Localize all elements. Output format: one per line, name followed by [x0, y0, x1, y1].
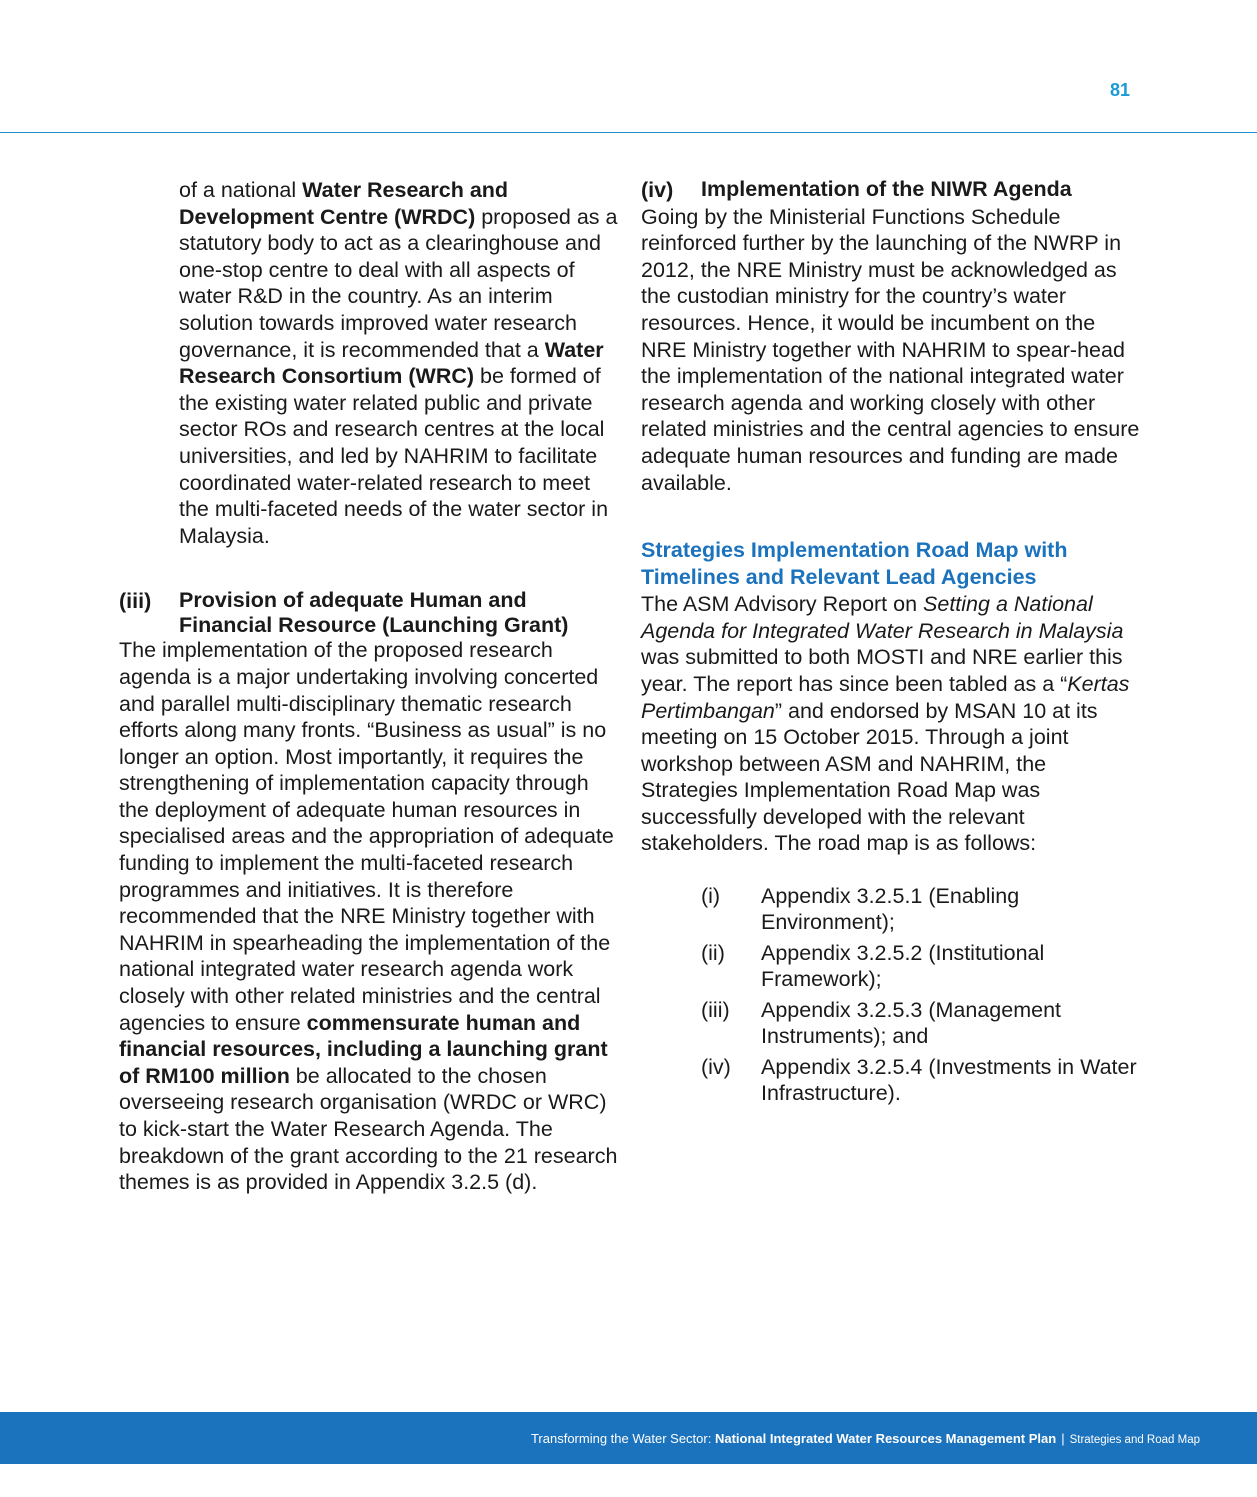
section-iv-heading: [641, 177, 1141, 204]
list-item-text: Appendix 3.2.5.3 (Management Instruments); and: [761, 998, 1062, 1048]
footer-title: National Integrated Water Resources Management Plan: [714, 1431, 1057, 1446]
italic-run: Setting a National Agenda for Integrated Water Research in Malaysia: [641, 592, 1124, 643]
italic-run: Kertas Pertimbangan: [641, 671, 1130, 723]
list-item: [701, 998, 1141, 1049]
wrdc-paragraph: [179, 177, 619, 549]
footer-band: [0, 1412, 1257, 1464]
roadmap-subheading: Strategies Implementation Road Map with Timelines and Relevant Lead Agencies: [641, 538, 1068, 590]
header-rule: [0, 132, 1257, 133]
section-number: (iv): [641, 178, 674, 202]
footer-separator: |: [1061, 1431, 1065, 1446]
footer-text: [531, 1431, 1200, 1446]
text-run: be allocated to the chosen overseeing research organisation (WRDC or WRC) to kick-start the Water Research Agenda. The breakdown of the grant according to the 21 research themes is as provided in Appendix 3.2.5 (d).: [119, 1063, 618, 1195]
section-iv-body: Going by the Ministerial Functions Schedule reinforced further by the launching of the NWRP in 2012, the NRE Ministry must be acknowledged as the custodian ministry for the country’s water resources. Hence, it would be incumbent on the NRE Ministry together with NAHRIM to spear-head the implementation of the national integrated water research agenda and working closely with other related ministries and the central agencies to ensure adequate human resources and funding are made available.: [641, 204, 1140, 495]
list-item-number: (ii): [701, 941, 725, 966]
text-run: be formed of the existing water related public and private sector ROs and research centres at the local universities, and led by NAHRIM to facilitate coordinated water-related research to meet the multi-faceted needs of the water sector in Malaysia.: [179, 364, 609, 548]
report-paragraph: [641, 591, 1141, 857]
right-column: [641, 177, 1141, 1112]
text-run: of a national: [179, 178, 303, 202]
list-item-number: (i): [701, 884, 721, 909]
section-iv: [641, 177, 1141, 496]
text-run: The implementation of the proposed research agenda is a major undertaking involving concerted and parallel multi-disciplinary thematic research efforts along many fronts. “Business as usual” is no longer an option. Most importantly, it requires the strengthening of implementation capacity through the deployment of adequate human resources in specialised areas and the appropriation of adequate funding to implement the multi-faceted research programmes and initiatives. It is therefore recommended that the NRE Ministry together with NAHRIM in spearheading the implementation of the national integrated water research agenda work closely with other related ministries and the central agencies to ensure: [119, 638, 614, 1035]
footer-section: Strategies and Road Map: [1069, 1434, 1200, 1446]
section-title: Implementation of the NIWR Agenda: [701, 177, 1072, 201]
section-number: (iii): [119, 589, 152, 614]
text-run: The ASM Advisory Report on: [641, 592, 924, 617]
list-item-text: Appendix 3.2.5.1 (Enabling Environment);: [761, 884, 1020, 934]
text-run: was submitted to both MOSTI and NRE earlier this year. The report has since been tabled as a “: [641, 645, 1123, 696]
section-iii-heading: [119, 588, 619, 637]
bold-run: commensurate human and financial resources, including a launching grant of RM100 million: [119, 1010, 608, 1088]
list-item-number: (iv): [701, 1055, 731, 1080]
list-item: [701, 884, 1141, 935]
list-item-text: Appendix 3.2.5.2 (Institutional Framework);: [761, 941, 1045, 991]
roadmap-list: [641, 884, 1141, 1106]
bold-run: Water Research Consortium (WRC): [179, 337, 604, 389]
left-column: [119, 177, 619, 1196]
section-iii-body: [119, 637, 619, 1195]
section-iii: [119, 588, 619, 1195]
page-number: 81: [1110, 80, 1131, 100]
list-item: [701, 941, 1141, 992]
bold-run: Water Research and Development Centre (WRDC): [179, 178, 509, 229]
text-run: ” and endorsed by MSAN 10 at its meeting on 15 October 2015. Through a joint workshop between ASM and NAHRIM, the Strategies Implementation Road Map was successfully developed with the relevant stakeholders. The road map is as follows:: [641, 698, 1098, 856]
footer-lead: Transforming the Water Sector:: [530, 1431, 715, 1446]
text-run: proposed as a statutory body to act as a clearinghouse and one-stop centre to deal with all aspects of water R&D in the country. As an interim solution towards improved water research governance, it is recommended that a: [179, 204, 618, 362]
list-item-text: Appendix 3.2.5.4 (Investments in Water Infrastructure).: [761, 1055, 1137, 1105]
section-title: Provision of adequate Human and Financial Resource (Launching Grant): [179, 588, 569, 637]
list-item-number: (iii): [701, 998, 730, 1023]
list-item: [701, 1055, 1141, 1106]
